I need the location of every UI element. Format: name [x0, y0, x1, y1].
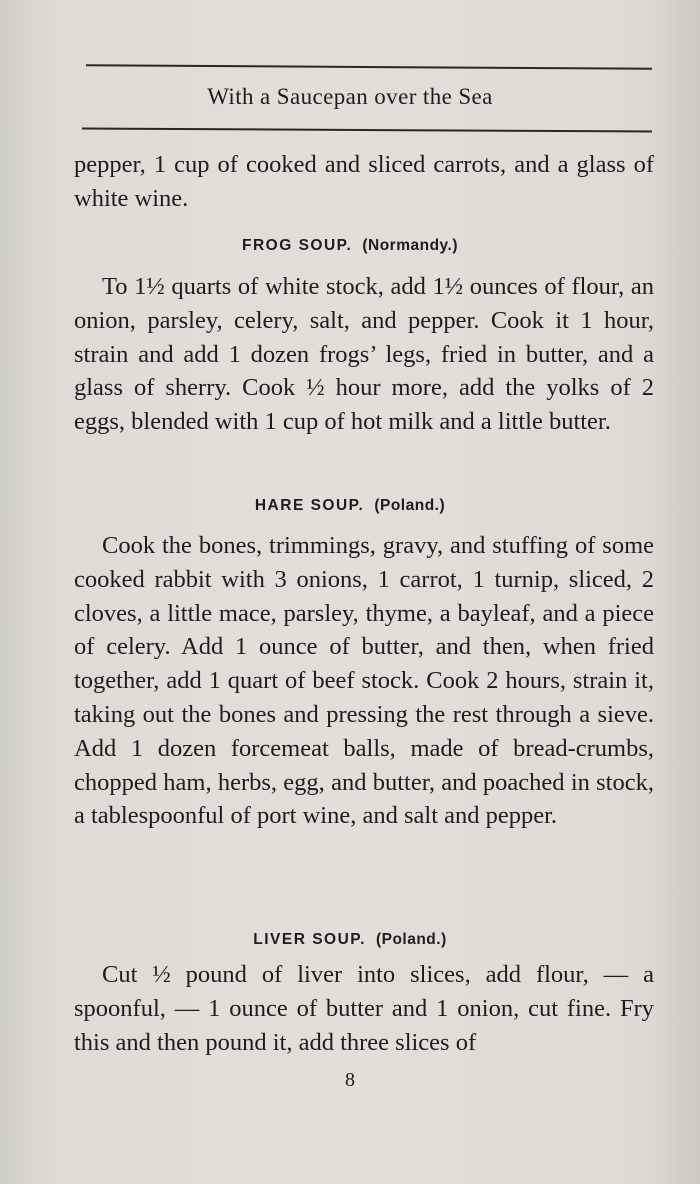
- hare-soup-heading: [0, 497, 700, 515]
- frog-soup-heading: [0, 237, 700, 255]
- section-region: (Poland.): [374, 497, 446, 514]
- section-title: HARE SOUP.: [254, 497, 365, 514]
- section-region: (Normandy.): [362, 237, 458, 254]
- page-number: 8: [345, 1069, 355, 1091]
- header-rule-top: [86, 64, 652, 69]
- header-rule-bottom: [82, 128, 652, 133]
- section-title: LIVER SOUP.: [253, 931, 366, 948]
- section-title: FROG SOUP.: [242, 237, 353, 254]
- running-head: With a Saucepan over the Sea: [207, 84, 493, 109]
- frog-soup-text: To 1½ quarts of white stock, add 1½ ounces of flour, an onion, parsley, celery, salt, and pepper. Cook it 1 hour, strain and add 1 dozen frogs’ legs, fried in butter, and a glass of sherry. Cook ½ hour more, add the yolks of 2 eggs, blended with 1 cup of hot milk and a little butter.: [74, 273, 654, 436]
- liver-soup-text: Cut ½ pound of liver into slices, add flour, — a spoonful, — 1 ounce of butter and 1 onion, cut fine. Fry this and then pound it, add three slices of: [74, 961, 654, 1056]
- continued-paragraph: pepper, 1 cup of cooked and sliced carrots, and a glass of white wine.: [74, 151, 654, 212]
- hare-soup-text: Cook the bones, trimmings, gravy, and stuffing of some cooked rabbit with 3 onions, 1 carrot, 1 turnip, sliced, 2 cloves, a little mace, parsley, thyme, a bayleaf, and a piece of celery. Add 1 ounce of butter, and then, when fried together, add 1 quart of beef stock. Cook 2 hours, strain it, taking out the bones and pressing the rest through a sieve. Add 1 dozen forcemeat balls, made of bread-crumbs, chopped ham, herbs, egg, and butter, and poached in stock, a tablespoonful of port wine, and salt and pepper.: [74, 532, 654, 830]
- liver-soup-heading: [0, 931, 700, 949]
- section-region: (Poland.): [375, 931, 447, 948]
